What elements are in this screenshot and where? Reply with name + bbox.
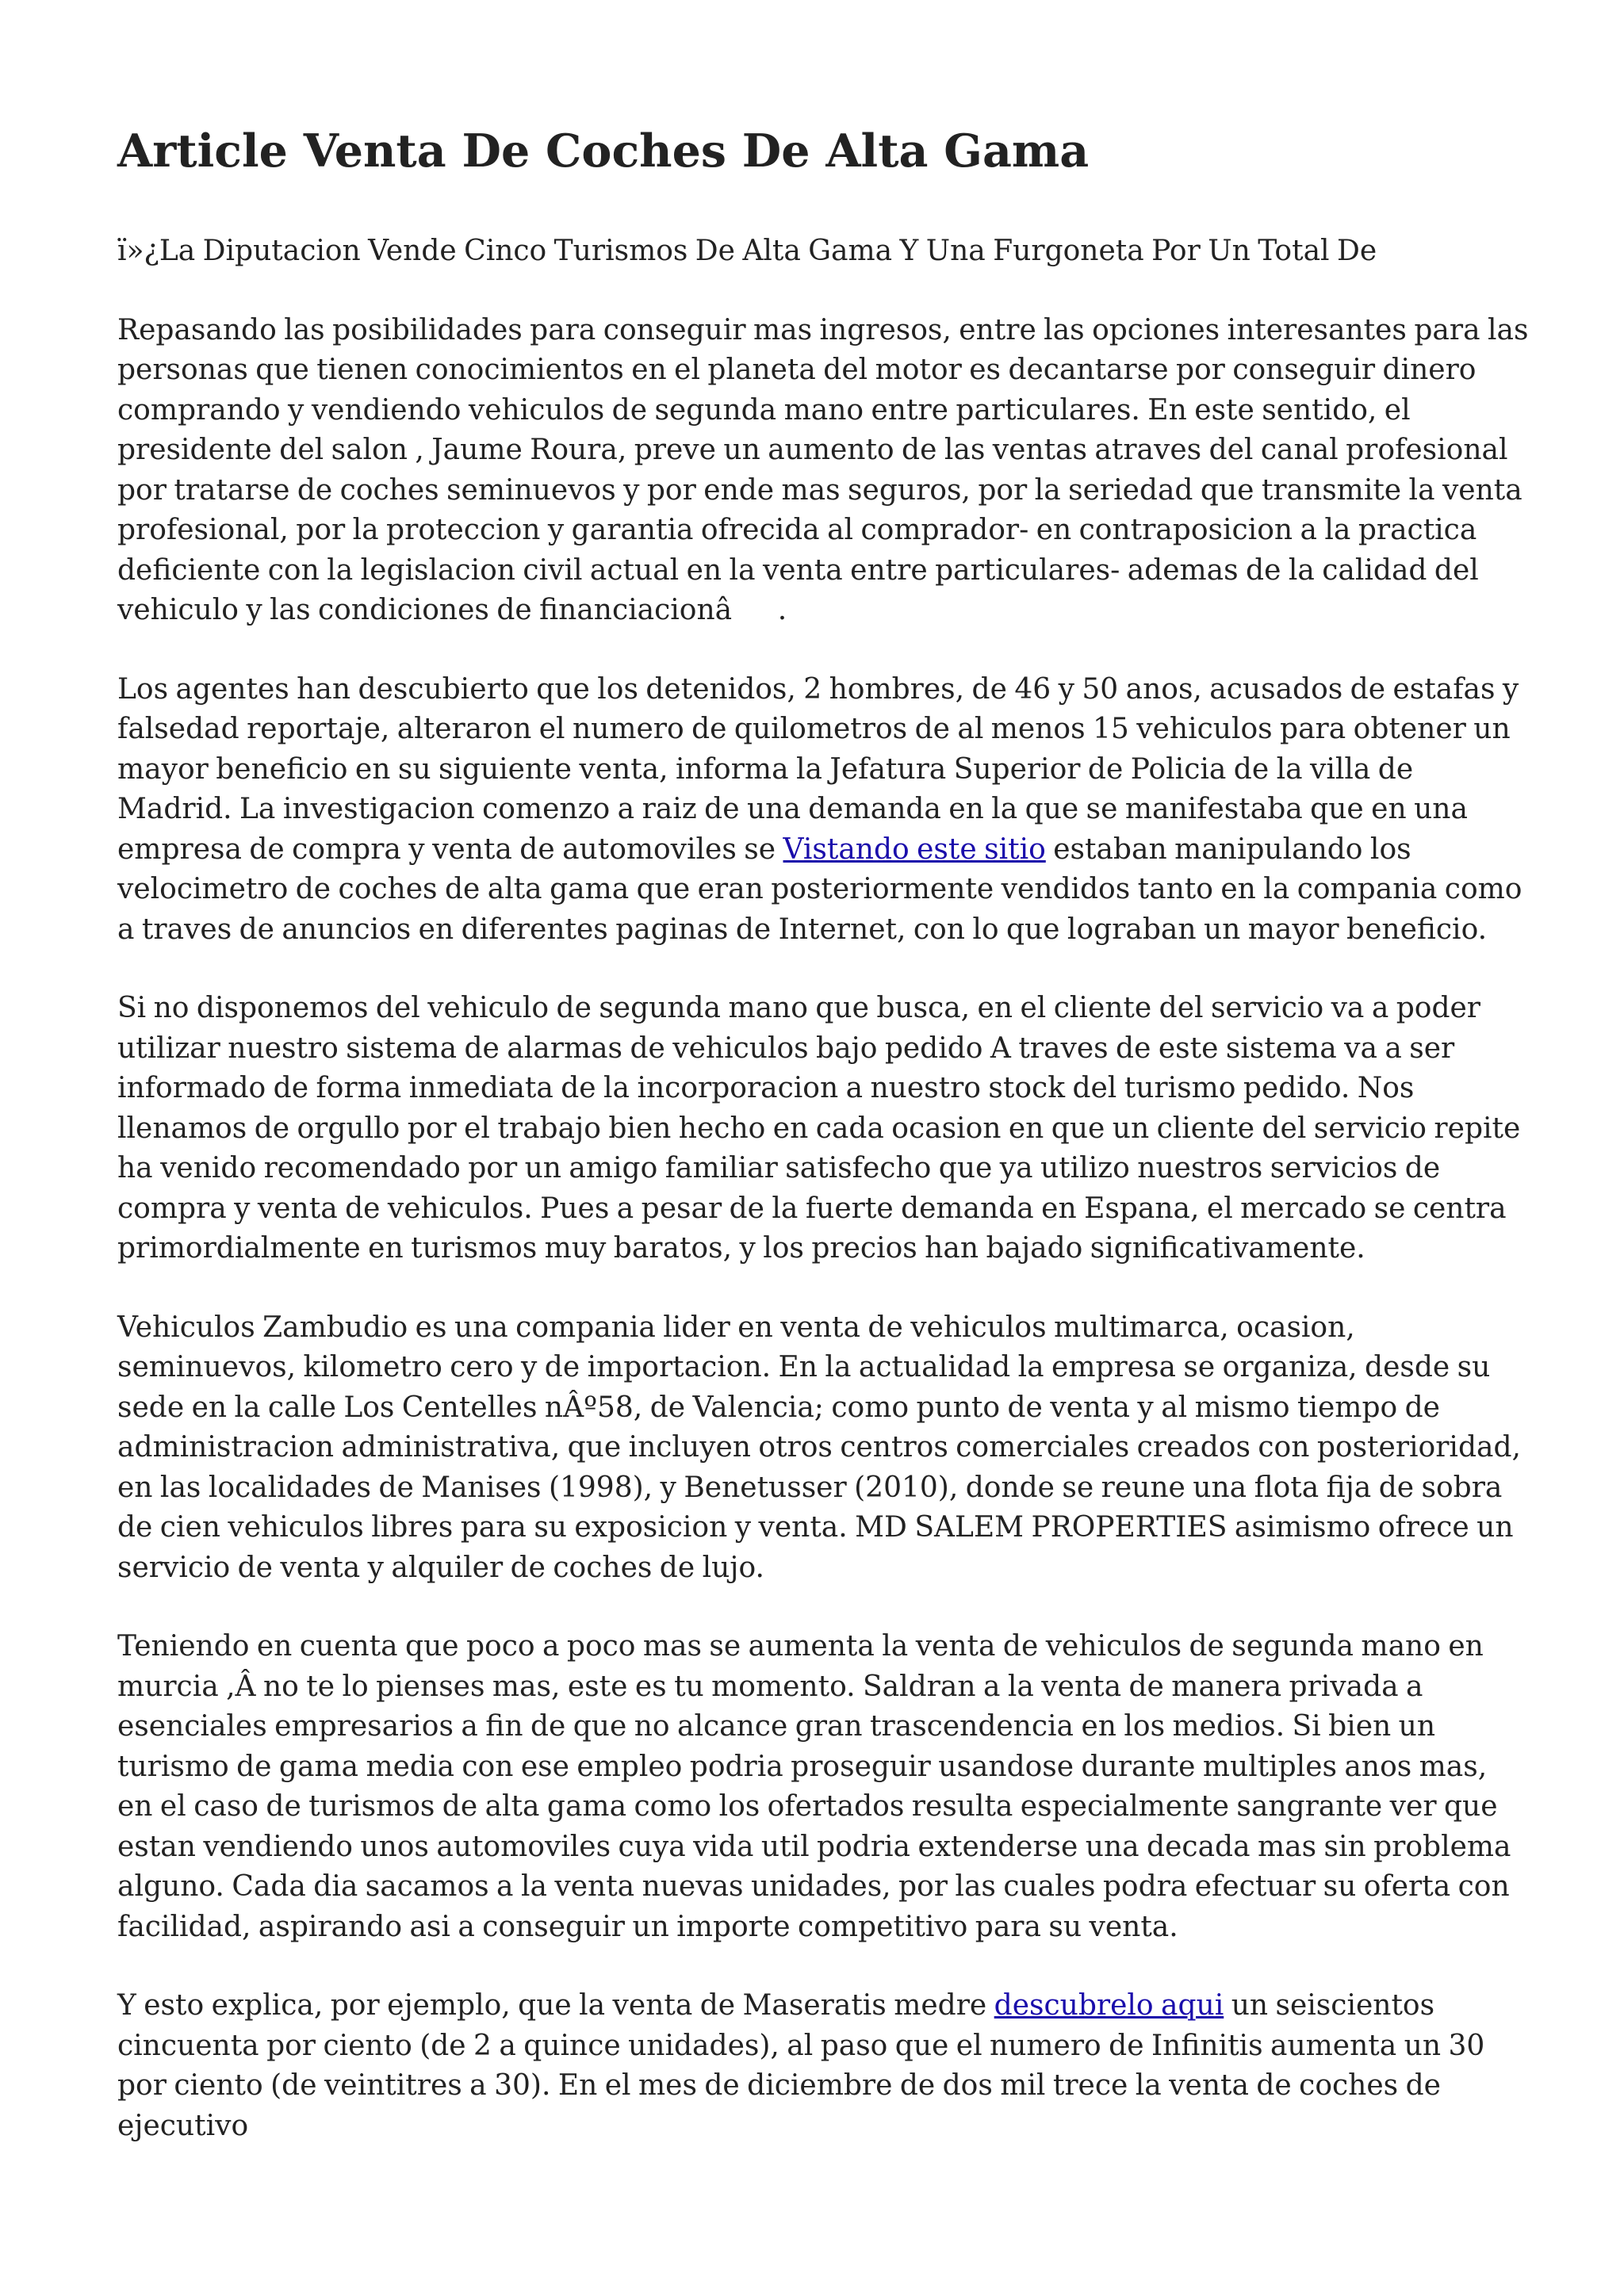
article-title: Article Venta De Coches De Alta Gama: [117, 124, 1090, 178]
document-page: [117, 117, 1529, 2185]
paragraph-5: Teniendo en cuenta que poco a poco mas se aumenta la venta de vehiculos de segunda mano en murcia ,Â no te lo pienses mas, este es tu momento. Saldran a la venta de manera privada a esenciales empresarios a fin de que no alcance gran trascendencia en los medios. Si bien un turismo de gama media con ese empleo podria proseguir usandose durante multiples anos mas, en el caso de turismos de alta gama como los ofertados resulta especialmente sangrante ver que estan vendiendo unos automoviles cuya vida util podria extenderse una decada mas sin problema alguno. Cada dia sacamos a la venta nuevas unidades, por las cuales podra efectuar su oferta con facilidad, aspirando asi a conseguir un importe competitivo para su venta.: [117, 1630, 1511, 1943]
descubrelo-aqui-link[interactable]: descubrelo aqui: [994, 1989, 1224, 2022]
paragraph-2-text-after: estaban manipulando los velocimetro de coches de alta gama que eran posteriormente vendidos tanto en la compania como a traves de anuncios en diferentes paginas de Internet, con lo que lograban un mayor beneficio.: [117, 832, 1522, 946]
paragraph-6: [117, 1986, 1529, 2146]
paragraph-6-text-after: un seiscientos cincuenta por ciento (de 2 a quince unidades), al paso que el numero de Infinitis aumenta un 30 por ciento (de veintitres a 30). En el mes de diciembre de dos mil trece la venta de coches de ejecutivo: [117, 1989, 1485, 2142]
paragraph-2: [117, 670, 1529, 951]
paragraph-6-text-before: Y esto explica, por ejemplo, que la venta de Maseratis medre: [117, 1989, 994, 2022]
paragraph-2-text-before: Los agentes han descubierto que los detenidos, 2 hombres, de 46 y 50 anos, acusados de estafas y falsedad reportaje, alteraron el numero de quilometros de al menos 15 vehiculos para obtener un mayor beneficio en su siguiente venta, informa la Jefatura Superior de Policia de la villa de Madrid. La investigacion comenzo a raiz de una demanda en la que se manifestaba que en una empresa de compra y venta de automoviles se: [117, 672, 1519, 866]
paragraph-1: Repasando las posibilidades para conseguir mas ingresos, entre las opciones interesantes para las personas que tienen conocimientos en el planeta del motor es decantarse por conseguir dinero comprando y vendiendo vehiculos de segunda mano entre particulares. En este sentido, el presidente del salon , Jaume Roura, preve un aumento de las ventas atraves del canal profesional por tratarse de coches seminuevos y por ende mas seguros, por la seriedad que transmite la venta profesional, por la proteccion y garantia ofrecida al comprador- en contraposicion a la practica deficiente con la legislacion civil actual en la venta entre particulares- ademas de la calidad del vehiculo y las condiciones de financiacionâ.: [117, 313, 1529, 626]
paragraph-3: Si no disponemos del vehiculo de segunda mano que busca, en el cliente del servicio va a poder utilizar nuestro sistema de alarmas de vehiculos bajo pedido A traves de este sistema va a ser informado de forma inmediata de la incorporacion a nuestro stock del turismo pedido. Nos llenamos de orgullo por el trabajo bien hecho en cada ocasion en que un cliente del servicio repite ha venido recomendado por un amigo familiar satisfecho que ya utilizo nuestros servicios de compra y venta de vehiculos. Pues a pesar de la fuerte demanda en Espana, el mercado se centra primordialmente en turismos muy baratos, y los precios han bajado significativamente.: [117, 992, 1521, 1265]
article-subtitle: ï»¿La Diputacion Vende Cinco Turismos De Alta Gama Y Una Furgoneta Por Un Total De: [117, 235, 1377, 267]
vistando-este-sitio-link[interactable]: Vistando este sitio: [783, 832, 1046, 866]
paragraph-4: Vehiculos Zambudio es una compania lider en venta de vehiculos multimarca, ocasion, seminuevos, kilometro cero y de importacion. En la actualidad la empresa se organiza, desde su sede en la calle Los Centelles nÂº58, de Valencia; como punto de venta y al mismo tiempo de administracion administrativa, que incluyen otros centros comerciales creados con posterioridad, en las localidades de Manises (1998), y Benetusser (2010), donde se reune una flota fija de sobra de cien vehiculos libres para su exposicion y venta. MD SALEM PROPERTIES asimismo ofrece un servicio de venta y alquiler de coches de lujo.: [117, 1311, 1521, 1584]
